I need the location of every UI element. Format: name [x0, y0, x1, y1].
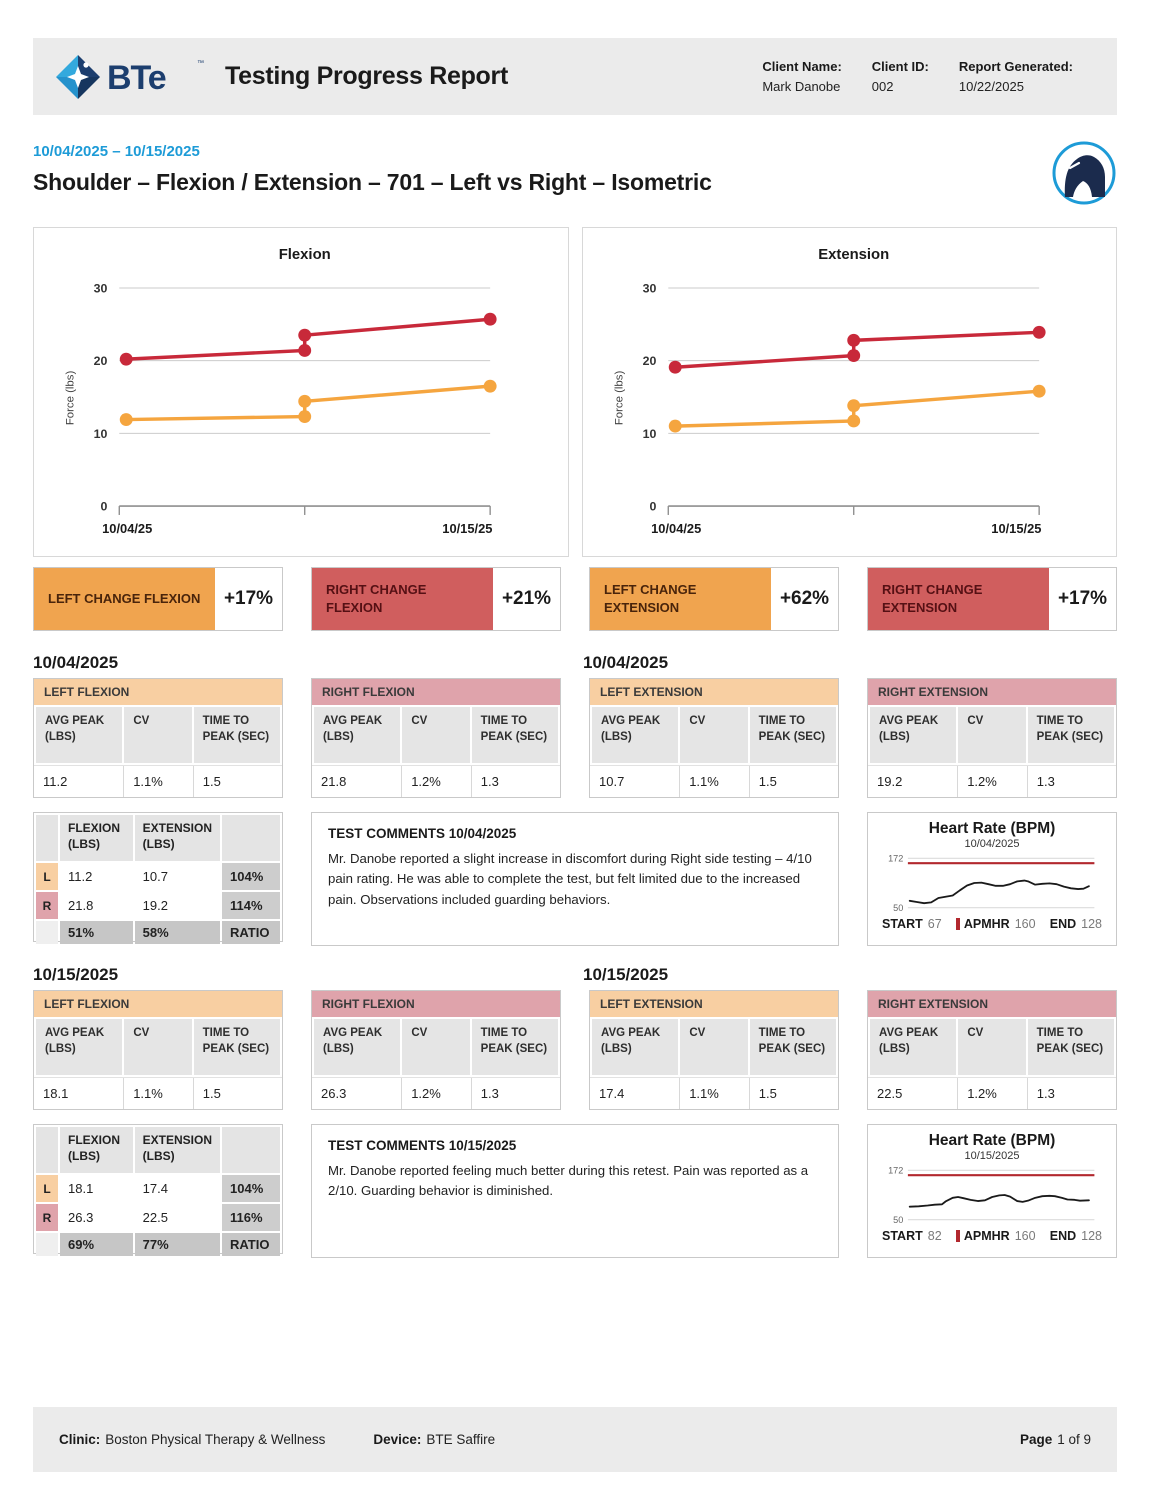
col-header: AVG PEAK (LBS)	[314, 1019, 400, 1075]
client-id-label: Client ID:	[871, 59, 929, 74]
apmhr-bar-icon	[956, 918, 960, 930]
client-name-value: Mark Danobe	[762, 78, 841, 94]
col-header: TIME TO PEAK (SEC)	[1028, 707, 1114, 763]
cell-value: 1.3	[1027, 1078, 1116, 1109]
heart-rate-box	[867, 812, 1117, 946]
report-generated-block	[959, 57, 1073, 96]
client-id-value: 002	[871, 78, 894, 94]
heart-rate-date: 10/04/2025	[964, 838, 1020, 851]
page-value: 1 of 9	[1057, 1432, 1091, 1447]
col-header: TIME TO PEAK (SEC)	[750, 1019, 836, 1075]
col-header: CV	[680, 1019, 747, 1075]
col-header: AVG PEAK (LBS)	[36, 707, 122, 763]
client-info	[762, 57, 1097, 96]
svg-text:10/15/25: 10/15/25	[442, 520, 493, 536]
heart-rate-title: Heart Rate (BPM)	[928, 1132, 1056, 1149]
client-id-block	[872, 57, 929, 96]
hr-end-label: END	[1049, 1229, 1077, 1244]
cell-value: 1.2%	[957, 1078, 1027, 1109]
svg-text:10/04/25: 10/04/25	[650, 520, 701, 536]
svg-text:10: 10	[642, 426, 656, 441]
table-column-headers	[590, 705, 838, 763]
section-date-heading: 10/15/2025	[33, 965, 119, 984]
badge-label: RIGHT CHANGE EXTENSION	[868, 568, 1049, 630]
ratio-value: 58%	[135, 921, 220, 944]
svg-text:0: 0	[648, 499, 656, 514]
table-column-headers	[312, 705, 560, 763]
ratio-value: 51%	[60, 921, 133, 944]
svg-text:20: 20	[642, 354, 656, 369]
col-header: TIME TO PEAK (SEC)	[1028, 1019, 1114, 1075]
summary-value: 10.7	[135, 863, 220, 890]
hr-start	[882, 917, 942, 931]
hr-start-value: 67	[927, 917, 942, 932]
flexion-chart-box	[33, 227, 569, 557]
left-change-flexion-badge	[33, 567, 283, 631]
svg-text:50: 50	[893, 902, 904, 913]
svg-text:20: 20	[93, 354, 108, 369]
col-header: TIME TO PEAK (SEC)	[194, 1019, 280, 1075]
right-change-extension-badge	[867, 567, 1117, 631]
badge-label: LEFT CHANGE EXTENSION	[590, 568, 771, 630]
page-label: Page	[1019, 1432, 1053, 1447]
client-name-label: Client Name:	[762, 59, 842, 74]
summary-pct: 104%	[222, 863, 280, 890]
cell-value: 1.3	[471, 1078, 560, 1109]
side-label: R	[36, 892, 58, 919]
blank-cell	[36, 921, 58, 944]
summary-value: 21.8	[60, 892, 133, 919]
col-header: AVG PEAK (LBS)	[870, 707, 956, 763]
col-header: AVG PEAK (LBS)	[870, 1019, 956, 1075]
table-column-headers	[312, 1017, 560, 1075]
hr-apmhr-value: 160	[1014, 1229, 1036, 1244]
col-header: AVG PEAK (LBS)	[592, 1019, 678, 1075]
hr-apmhr	[956, 917, 1036, 931]
svg-text:BTe: BTe	[107, 58, 166, 97]
col-header: CV	[680, 707, 747, 763]
section-date-heading: 10/15/2025	[583, 965, 669, 984]
badge-value: +21%	[493, 568, 560, 630]
section-date-heading: 10/04/2025	[583, 653, 669, 672]
hr-start-label: START	[882, 917, 923, 932]
clinic-label: Clinic:	[59, 1432, 101, 1447]
table-column-headers	[868, 705, 1116, 763]
table-values	[590, 765, 838, 797]
cell-value: 22.5	[877, 1086, 903, 1101]
table-values	[590, 1077, 838, 1109]
hr-apmhr-value: 160	[1014, 917, 1036, 932]
left-extension-table	[589, 990, 839, 1110]
svg-text:50: 50	[893, 1214, 904, 1225]
summary-pct: 116%	[222, 1204, 280, 1231]
apmhr-bar-icon	[956, 1230, 960, 1242]
badge-label: LEFT CHANGE FLEXION	[34, 568, 215, 630]
svg-text:Extension: Extension	[817, 247, 889, 264]
summary-value: 17.4	[135, 1175, 220, 1202]
heart-rate-box	[867, 1124, 1117, 1258]
title-block	[33, 143, 1117, 196]
col-header: CV	[124, 707, 191, 763]
svg-text:Force (lbs): Force (lbs)	[613, 370, 626, 426]
table-column-headers	[34, 1017, 282, 1075]
left-extension-table	[589, 678, 839, 798]
corner-cell	[36, 1127, 58, 1173]
hr-end	[1050, 1229, 1102, 1243]
summary-value: 22.5	[135, 1204, 220, 1231]
table-title: LEFT FLEXION	[34, 679, 282, 705]
svg-text:10/15/25: 10/15/25	[990, 520, 1041, 536]
table-column-headers	[590, 1017, 838, 1075]
heart-rate-chart	[876, 1163, 1108, 1227]
cell-value: 19.2	[877, 774, 903, 789]
table-values	[312, 1077, 560, 1109]
svg-text:Flexion: Flexion	[278, 247, 331, 264]
test-date-range: 10/04/2025 – 10/15/2025	[33, 143, 200, 160]
cell-value: 26.3	[321, 1086, 347, 1101]
ratio-label: RATIO	[222, 1233, 280, 1256]
hr-end-value: 128	[1081, 917, 1102, 932]
cell-value: 1.1%	[123, 1078, 193, 1109]
table-title: LEFT EXTENSION	[590, 679, 838, 705]
table-values	[34, 1077, 282, 1109]
page-title: Shoulder – Flexion / Extension – 701 – Left vs Right – Isometric	[33, 169, 712, 195]
test-comments-box	[311, 1124, 839, 1258]
left-flexion-table	[33, 990, 283, 1110]
table-values	[868, 765, 1116, 797]
summary-value: 11.2	[60, 863, 133, 890]
heart-rate-legend	[876, 1227, 1108, 1243]
col-header: TIME TO PEAK (SEC)	[472, 707, 558, 763]
bte-logo	[53, 51, 205, 103]
summary-value: 18.1	[60, 1175, 133, 1202]
table-values	[312, 765, 560, 797]
side-label: L	[36, 863, 58, 890]
cell-value: 11.2	[43, 774, 68, 789]
extension-chart-box	[582, 227, 1118, 557]
corner-cell	[222, 815, 280, 861]
cell-value: 1.5	[193, 1078, 282, 1109]
right-change-flexion-badge	[311, 567, 561, 631]
svg-text:10: 10	[93, 426, 108, 441]
side-label: R	[36, 1204, 58, 1231]
change-badges-row	[33, 567, 1117, 631]
hr-start-value: 82	[927, 1229, 942, 1244]
table-values	[868, 1077, 1116, 1109]
measurement-tables-row	[33, 678, 1117, 798]
summary-col-header: EXTENSION (LBS)	[135, 1127, 220, 1173]
corner-cell	[222, 1127, 280, 1173]
cell-value: 17.4	[599, 1086, 625, 1101]
col-header: AVG PEAK (LBS)	[36, 1019, 122, 1075]
col-header: CV	[958, 1019, 1025, 1075]
table-title: RIGHT FLEXION	[312, 991, 560, 1017]
summary-col-header: EXTENSION (LBS)	[135, 815, 220, 861]
test-comments-title: TEST COMMENTS 10/15/2025	[328, 1138, 517, 1153]
client-name-block	[762, 57, 841, 96]
hr-start	[882, 1229, 942, 1243]
cell-value: 18.1	[43, 1086, 69, 1101]
app-title: Testing Progress Report	[225, 62, 508, 90]
cell-value: 1.1%	[679, 1078, 749, 1109]
svg-text:30: 30	[642, 281, 656, 296]
hr-end	[1050, 917, 1102, 931]
svg-text:0: 0	[100, 499, 108, 514]
summary-value: 19.2	[135, 892, 220, 919]
col-header: CV	[402, 1019, 469, 1075]
hr-end-value: 128	[1081, 1229, 1102, 1244]
col-header: CV	[124, 1019, 191, 1075]
test-comments-body: Mr. Danobe reported a slight increase in discomfort during Right side testing – 4/10 pain rating. He was able to complete the test, but felt limited due to the increased pain. Observations included guarding behaviors.	[328, 851, 812, 907]
left-right-summary-table	[33, 812, 283, 942]
left-flexion-table	[33, 678, 283, 798]
heart-rate-title: Heart Rate (BPM)	[928, 820, 1056, 837]
svg-text:30: 30	[93, 281, 108, 296]
hr-start-label: START	[882, 1229, 923, 1244]
cell-value: 1.5	[193, 766, 282, 797]
device-value: BTE Saffire	[426, 1432, 496, 1447]
blank-cell	[36, 1233, 58, 1256]
col-header: TIME TO PEAK (SEC)	[194, 707, 280, 763]
col-header: TIME TO PEAK (SEC)	[472, 1019, 558, 1075]
cell-value: 21.8	[321, 774, 347, 789]
badge-value: +17%	[1049, 568, 1116, 630]
summary-col-header: FLEXION (LBS)	[60, 1127, 133, 1173]
summary-pct: 114%	[222, 892, 280, 919]
heart-rate-date: 10/15/2025	[964, 1150, 1020, 1163]
table-column-headers	[868, 1017, 1116, 1075]
hr-apmhr	[956, 1229, 1036, 1243]
hr-end-label: END	[1049, 917, 1077, 932]
test-comments-box	[311, 812, 839, 946]
table-column-headers	[34, 705, 282, 763]
device-block	[373, 1432, 495, 1447]
table-title: RIGHT EXTENSION	[868, 679, 1116, 705]
flexion-chart	[34, 228, 568, 556]
cell-value: 1.3	[471, 766, 560, 797]
col-header: CV	[958, 707, 1025, 763]
right-flexion-table	[311, 990, 561, 1110]
clinic-value: Boston Physical Therapy & Wellness	[105, 1432, 326, 1447]
cell-value: 10.7	[599, 774, 625, 789]
cell-value: 1.1%	[679, 766, 749, 797]
summary-value: 26.3	[60, 1204, 133, 1231]
cell-value: 1.2%	[957, 766, 1027, 797]
cell-value: 1.1%	[123, 766, 193, 797]
cell-value: 1.3	[1027, 766, 1116, 797]
right-flexion-table	[311, 678, 561, 798]
report-generated-label: Report Generated:	[958, 59, 1073, 74]
charts-row	[33, 227, 1117, 557]
measurement-tables-row	[33, 990, 1117, 1110]
left-right-summary-table	[33, 1124, 283, 1254]
svg-text:172: 172	[888, 853, 904, 864]
table-title: RIGHT FLEXION	[312, 679, 560, 705]
hr-apmhr-label: APMHR	[963, 1229, 1010, 1244]
side-label: L	[36, 1175, 58, 1202]
bte-logo-icon	[53, 51, 205, 103]
ratio-value: 69%	[60, 1233, 133, 1256]
section-date-heading: 10/04/2025	[33, 653, 119, 672]
test-comments-body: Mr. Danobe reported feeling much better during this retest. Pain was reported as a 2/10. Guarding behavior is diminished.	[328, 1163, 809, 1199]
cell-value: 1.2%	[401, 1078, 471, 1109]
badge-label: RIGHT CHANGE FLEXION	[312, 568, 493, 630]
table-title: RIGHT EXTENSION	[868, 991, 1116, 1017]
page-number-block	[1020, 1432, 1091, 1447]
col-header: TIME TO PEAK (SEC)	[750, 707, 836, 763]
detail-row	[33, 1124, 1117, 1258]
heart-rate-chart	[876, 851, 1108, 915]
right-extension-table	[867, 678, 1117, 798]
svg-text:™: ™	[197, 59, 204, 67]
extension-chart	[583, 228, 1117, 556]
table-title: LEFT EXTENSION	[590, 991, 838, 1017]
svg-text:10/04/25: 10/04/25	[102, 520, 153, 536]
summary-col-header: FLEXION (LBS)	[60, 815, 133, 861]
cell-value: 1.5	[749, 1078, 838, 1109]
badge-value: +62%	[771, 568, 838, 630]
hr-apmhr-label: APMHR	[963, 917, 1010, 932]
right-extension-table	[867, 990, 1117, 1110]
svg-text:172: 172	[888, 1165, 904, 1176]
table-values	[34, 765, 282, 797]
cell-value: 1.2%	[401, 766, 471, 797]
shoulder-icon	[1051, 140, 1117, 211]
ratio-value: 77%	[135, 1233, 220, 1256]
summary-pct: 104%	[222, 1175, 280, 1202]
svg-text:Force (lbs): Force (lbs)	[64, 370, 77, 426]
heart-rate-legend	[876, 915, 1108, 931]
detail-row	[33, 812, 1117, 946]
ratio-label: RATIO	[222, 921, 280, 944]
left-change-extension-badge	[589, 567, 839, 631]
report-generated-value: 10/22/2025	[958, 78, 1024, 94]
header-band	[33, 38, 1117, 115]
col-header: AVG PEAK (LBS)	[314, 707, 400, 763]
corner-cell	[36, 815, 58, 861]
test-comments-title: TEST COMMENTS 10/04/2025	[328, 826, 517, 841]
cell-value: 1.5	[749, 766, 838, 797]
badge-value: +17%	[215, 568, 282, 630]
table-title: LEFT FLEXION	[34, 991, 282, 1017]
page-footer	[33, 1407, 1117, 1472]
device-label: Device:	[373, 1432, 422, 1447]
col-header: AVG PEAK (LBS)	[592, 707, 678, 763]
col-header: CV	[402, 707, 469, 763]
